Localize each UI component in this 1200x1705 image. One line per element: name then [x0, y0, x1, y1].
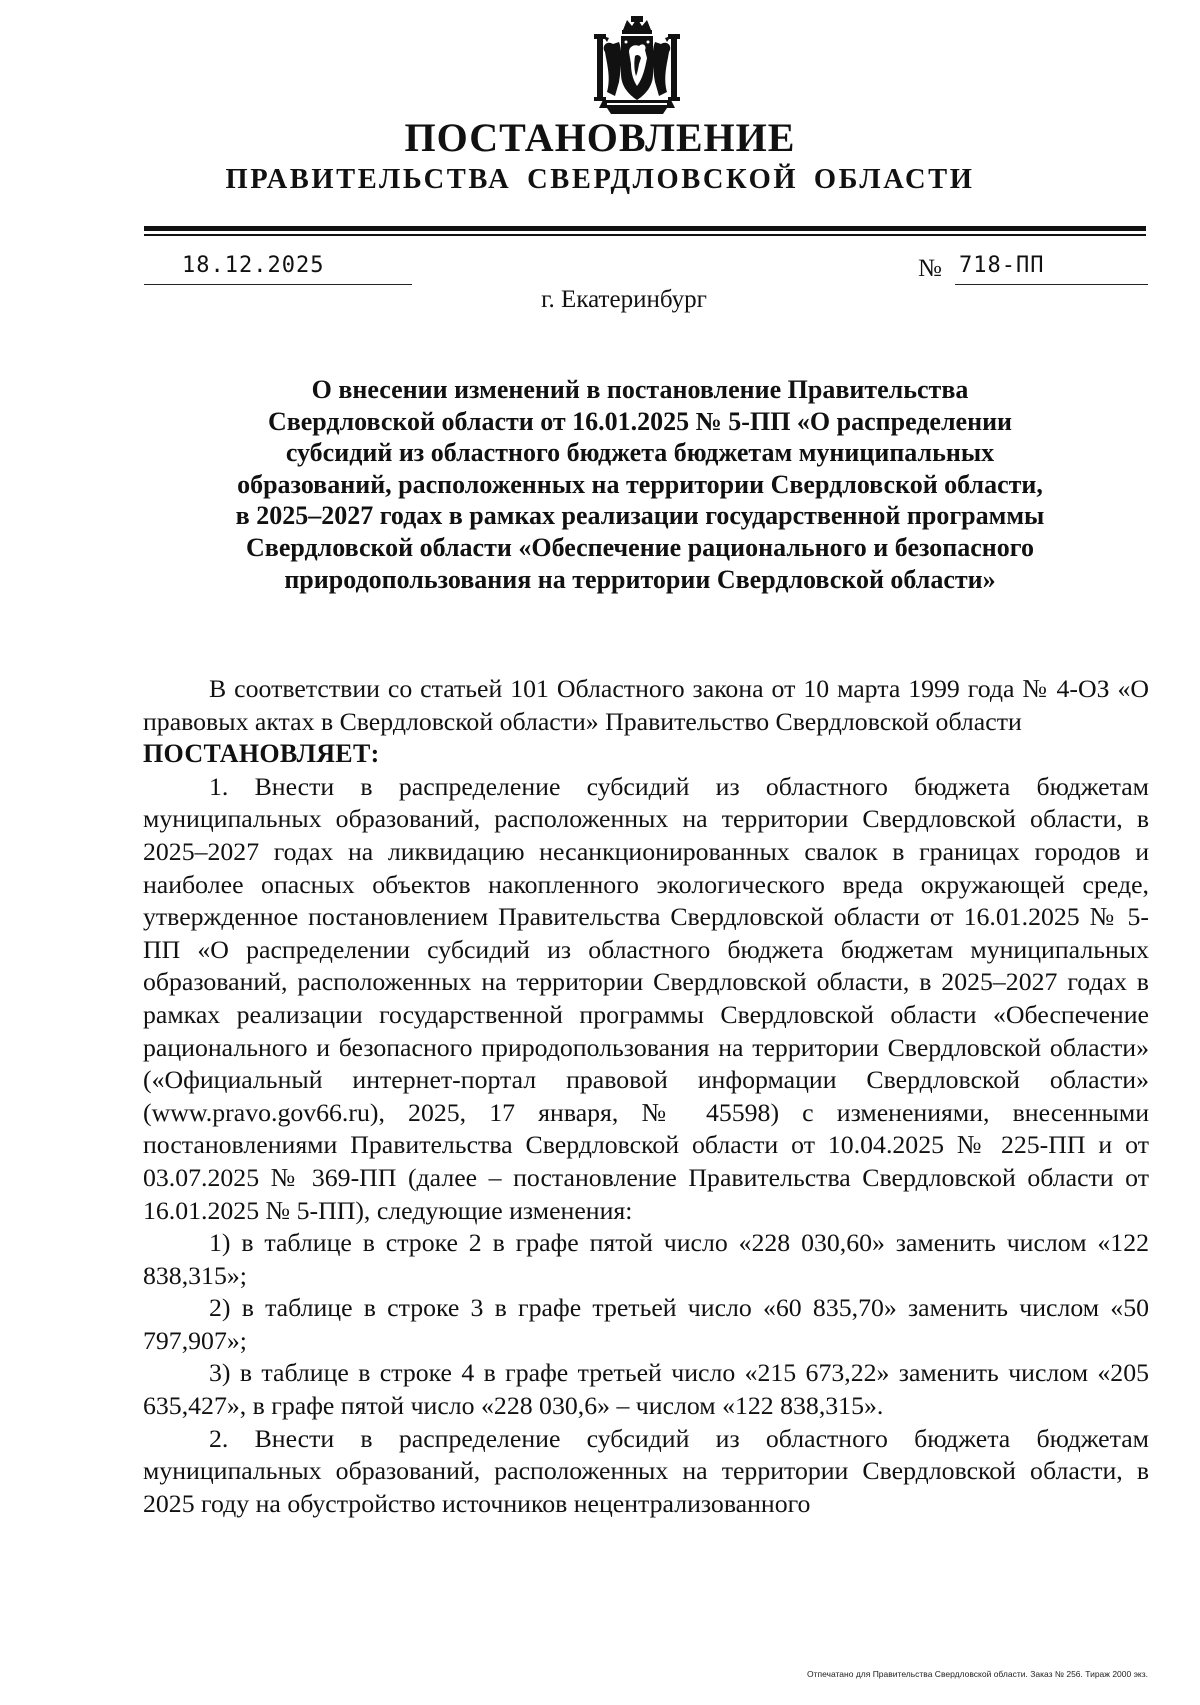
document-date: 18.12.2025	[182, 253, 325, 278]
issuing-authority: ПРАВИТЕЛЬСТВА СВЕРДЛОВСКОЙ ОБЛАСТИ	[225, 164, 975, 195]
document-body	[143, 673, 1149, 1520]
header-rule-thick	[144, 226, 1146, 231]
header-rule-thin	[144, 234, 1146, 236]
title-line: образований, расположенных на территории Свердловской области,	[237, 469, 1043, 499]
body-paragraph: 2) в таблице в строке 3 в графе третьей число «60 835,70» заменить числом «50 797,907»;	[143, 1293, 1149, 1355]
title-line: Свердловской области от 16.01.2025 № 5-ПП «О распределении	[267, 406, 1013, 436]
coat-of-arms-icon	[577, 12, 697, 116]
body-paragraph: 1) в таблице в строке 2 в графе пятой число «228 030,60» заменить числом «122 838,315»;	[143, 1228, 1149, 1290]
number-label: №	[918, 255, 942, 282]
document-title	[200, 374, 1080, 595]
title-line: в 2025–2027 годах в рамках реализации государственной программы	[235, 501, 1045, 531]
date-field	[144, 252, 412, 285]
title-line: субсидий из областного бюджета бюджетам муниципальных	[285, 438, 995, 468]
title-line: О внесении изменений в постановление Правительства	[311, 375, 969, 404]
document-number: 718-ПП	[959, 253, 1045, 278]
body-paragraph: 2. Внести в распределение субсидий из областного бюджета бюджетам муниципальных образований, расположенных на территории Свердловской области, в 2025 году на обустройство источников нецентрализованного	[143, 1423, 1149, 1518]
body-paragraph: 3) в таблице в строке 4 в графе третьей число «215 673,22» заменить числом «205 635,427», в графе пятой число «228 030,6» – числом «122 838,315».	[143, 1358, 1149, 1421]
body-paragraph: 1. Внести в распределение субсидий из областного бюджета бюджетам муниципальных образований, расположенных на территории Свердловской области, в 2025–2027 годах на ликвидацию несанкционированных свалок в границах городов и наиболее опасных объектов накопленного экологического вреда окружающей среде, утвержденное постановлением Правительства Свердловской области от 16.01.2025 № 5-ПП «О распределении субсидий из областного бюджета бюджетам муниципальных образований, расположенных на территории Свердловской области, в 2025–2027 годах в рамках реализации государственной программы Свердловской области «Обеспечение рационального и безопасного природопользования на территории Свердловской области» («Официальный интернет-портал правовой информации Свердловской области» (www.pravo.gov66.ru), 2025, 17 января, № 45598) с изменениями, внесенными постановлениями Правительства Свердловской области от 10.04.2025 № 225-ПП и от 03.07.2025 № 369-ПП (далее – постановление Правительства Свердловской области от 16.01.2025 № 5-ПП), следующие изменения:	[143, 771, 1149, 1225]
city: г. Екатеринбург	[541, 286, 707, 313]
preamble-paragraph: В соответствии со статьей 101 Областного закона от 10 марта 1999 года № 4-ОЗ «О правовых актах в Свердловской области» Правительство Свердловской области	[143, 674, 1149, 736]
document-type: ПОСТАНОВЛЕНИЕ	[404, 115, 796, 160]
number-field	[955, 252, 1148, 285]
title-line: Свердловской области «Обеспечение рационального и безопасного	[246, 532, 1034, 562]
title-line: природопользования на территории Свердловской области»	[284, 564, 996, 594]
print-note: Отпечатано для Правительства Свердловской области. Заказ № 256. Тираж 2000 экз.	[806, 1669, 1148, 1679]
resolves-heading: ПОСТАНОВЛЯЕТ:	[143, 739, 380, 769]
